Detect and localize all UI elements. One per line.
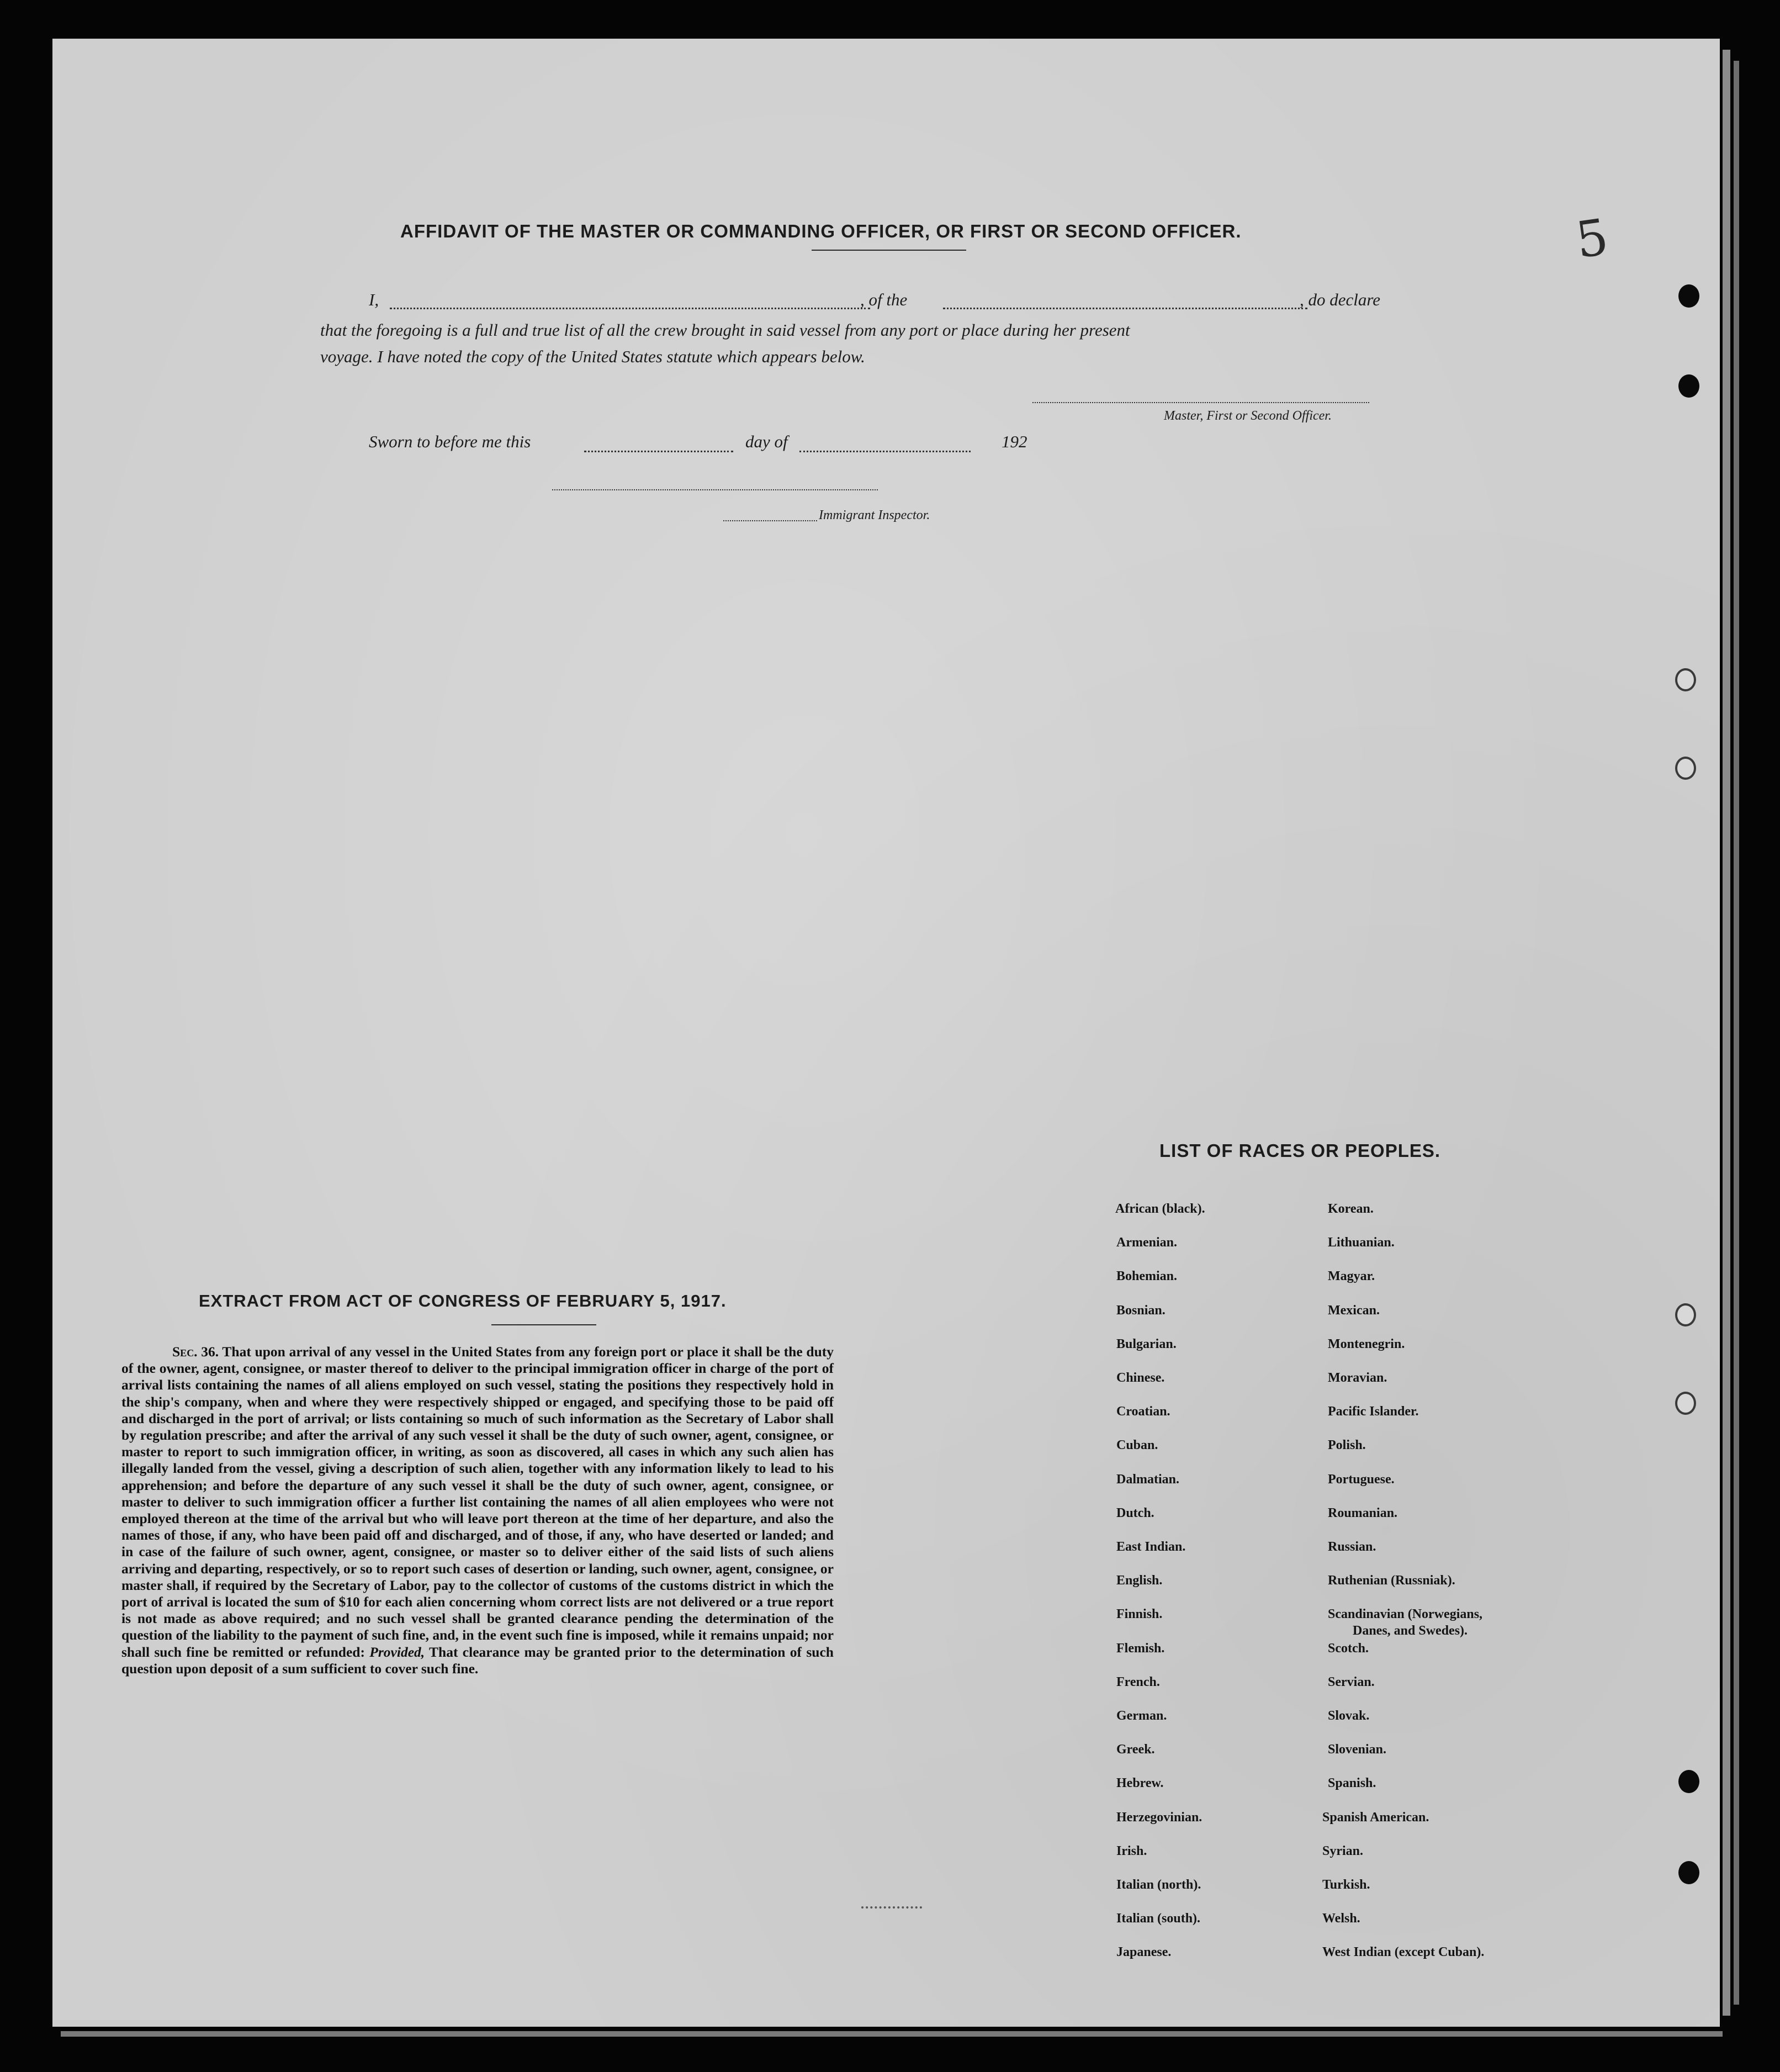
binder-hole-icon — [1678, 1770, 1699, 1793]
master-signature-line[interactable] — [1032, 402, 1369, 403]
declaration-line-2: that the foregoing is a full and true list of all the crew brought in said vessel from any port or place during her present — [320, 320, 1130, 340]
race-item: Herzegovinian. — [1116, 1810, 1202, 1825]
inspector-signature-line[interactable] — [552, 489, 878, 490]
day-of-label: day of — [745, 432, 788, 451]
statute-body: That upon arrival of any vessel in the United States from any foreign port or place it shall be the duty of the owner, agent, consignee, or master thereof to deliver to the principal immigration officer in charge of the port of arrival lists containing the names of all aliens employed on such vessel, stating the positions they respectively hold in the ship's company, when and where they were respectively shipped or engaged, and specifying those to be paid off and discharged in the port of arrival; or lists containing so much of such information as the Secretary of Labor shall by regulation prescribe; and after the arrival of any such vessel it shall be the duty of such owner, agent, consignee, or master to report to such immigration officer, in writing, as soon as discovered, all cases in which any such alien has illegally landed from the vessel, giving a description of such alien, together with any information likely to lead to his apprehension; and before the departure of any such vessel it shall be the duty of such owner, agent, consignee, or master to deliver to such immigration officer a further list containing the names of all alien employees who were not employed thereon at the time of the arrival but who will leave port thereon at the time of her departure, and also the names of those, if any, who have been paid off and discharged, and of those, if any, who have deserted or landed; and in case of the failure of such owner, agent, consignee, or master so to deliver either of the said lists of such aliens arriving and departing, respectively, or so to report such cases of desertion or landing, such owner, agent, consignee, or master shall, if required by the Secretary of Labor, pay to the collector of customs of the customs district in which the port of arrival is located the sum of $10 for each alien concerning whom correct lists are not delivered or a true report is not made as above required; and no such vessel shall be granted clearance pending the determination of the question of the liability to the payment of such fine, and, in the event such fine is imposed, while it remains unpaid; nor shall such fine be remitted or refunded: — [121, 1344, 834, 1660]
sworn-month-field[interactable] — [799, 451, 971, 452]
binder-hole-icon — [1675, 668, 1696, 691]
section-label: Sec. 36. — [172, 1344, 219, 1360]
race-item: Montenegrin. — [1328, 1336, 1405, 1351]
race-item: Armenian. — [1116, 1235, 1177, 1250]
bottom-smudge — [861, 1906, 922, 1915]
provided-label: Provided, — [369, 1643, 425, 1660]
sworn-day-field[interactable] — [584, 451, 733, 452]
race-item: Dutch. — [1116, 1505, 1154, 1520]
year-label: 192 — [1002, 432, 1027, 451]
race-item: Croatian. — [1116, 1404, 1170, 1419]
extract-title: EXTRACT FROM ACT OF CONGRESS OF FEBRUARY 5, 1917. — [199, 1291, 727, 1310]
race-item: West Indian (except Cuban). — [1322, 1945, 1485, 1960]
race-item: Flemish. — [1116, 1641, 1165, 1656]
race-item: French. — [1116, 1674, 1160, 1689]
race-item: Irish. — [1116, 1843, 1147, 1858]
title-rule — [812, 250, 966, 251]
declaration-line-3: voyage. I have noted the copy of the United States statute which appears below. — [320, 347, 865, 366]
race-item: Syrian. — [1322, 1843, 1364, 1858]
margin-mark: 5 — [1572, 208, 1612, 270]
race-item: Bosnian. — [1116, 1303, 1166, 1318]
race-item: Spanish. — [1328, 1776, 1376, 1791]
vessel-name-field[interactable] — [943, 308, 1307, 309]
statute-body-end: That clearance may be granted prior to the determination of such question upon deposit of a sum sufficient to cover such fine. — [121, 1643, 834, 1677]
race-item: Italian (north). — [1116, 1878, 1201, 1892]
race-item: Turkish. — [1322, 1878, 1370, 1892]
races-title: LIST OF RACES OR PEOPLES. — [1159, 1140, 1441, 1161]
race-item: Danes, and Swedes). — [1353, 1624, 1468, 1638]
page-edge-right-2 — [1734, 61, 1739, 2005]
inspector-label-lead — [723, 520, 817, 521]
race-item: Servian. — [1328, 1674, 1375, 1689]
race-item: Dalmatian. — [1116, 1472, 1179, 1487]
race-item: Bohemian. — [1116, 1269, 1178, 1284]
page-edge-bottom — [61, 2031, 1723, 2037]
page-edge-right — [1723, 50, 1730, 2016]
race-item: African (black). — [1115, 1202, 1205, 1216]
race-item: Pacific Islander. — [1328, 1404, 1419, 1419]
race-item: Moravian. — [1328, 1371, 1387, 1385]
binder-hole-icon — [1675, 1392, 1696, 1415]
race-item: German. — [1116, 1709, 1167, 1723]
race-item: Polish. — [1328, 1438, 1366, 1453]
race-item: Scandinavian (Norwegians, — [1328, 1607, 1483, 1622]
statute-text — [121, 1344, 834, 1677]
binder-hole-icon — [1675, 757, 1696, 780]
inspector-signature-label: Immigrant Inspector. — [819, 508, 930, 522]
race-item: Chinese. — [1116, 1371, 1165, 1385]
binder-hole-icon — [1675, 1303, 1696, 1326]
race-item: Cuban. — [1116, 1438, 1158, 1453]
sworn-label: Sworn to before me this — [369, 432, 531, 451]
sworn-line — [369, 432, 1059, 454]
race-item: Italian (south). — [1116, 1911, 1201, 1926]
race-item: East Indian. — [1116, 1540, 1186, 1554]
race-item: Korean. — [1328, 1202, 1374, 1216]
race-item: Portuguese. — [1328, 1472, 1395, 1487]
affidavit-title: AFFIDAVIT OF THE MASTER OR COMMANDING OFFICER, OR FIRST OR SECOND OFFICER. — [400, 221, 1242, 241]
race-item: Mexican. — [1328, 1303, 1380, 1318]
race-item: Scotch. — [1328, 1641, 1369, 1656]
binder-hole-icon — [1678, 1861, 1699, 1884]
master-signature-label: Master, First or Second Officer. — [1164, 409, 1332, 423]
declaration-line-1 — [369, 290, 1407, 312]
i-label: I, — [369, 290, 379, 309]
race-item: Roumanian. — [1328, 1505, 1398, 1520]
race-item: English. — [1116, 1573, 1163, 1588]
race-item: Hebrew. — [1116, 1776, 1164, 1791]
declare-label: , do declare — [1300, 290, 1381, 309]
binder-hole-icon — [1678, 374, 1699, 398]
extract-title-rule — [491, 1324, 596, 1325]
race-item: Welsh. — [1322, 1911, 1360, 1926]
of-the-label: , of the — [860, 290, 908, 309]
binder-hole-icon — [1678, 284, 1699, 308]
race-item: Spanish American. — [1322, 1810, 1429, 1825]
race-item: Slovak. — [1328, 1709, 1370, 1723]
race-item: Magyar. — [1328, 1269, 1375, 1284]
race-item: Ruthenian (Russniak). — [1328, 1573, 1455, 1588]
race-item: Russian. — [1328, 1540, 1376, 1554]
master-name-field[interactable] — [390, 308, 870, 309]
race-item: Greek. — [1116, 1742, 1155, 1757]
race-item: Lithuanian. — [1328, 1235, 1395, 1250]
race-item: Finnish. — [1116, 1607, 1163, 1622]
race-item: Slovenian. — [1328, 1742, 1387, 1757]
race-item: Bulgarian. — [1116, 1336, 1177, 1351]
race-item: Japanese. — [1116, 1945, 1172, 1960]
